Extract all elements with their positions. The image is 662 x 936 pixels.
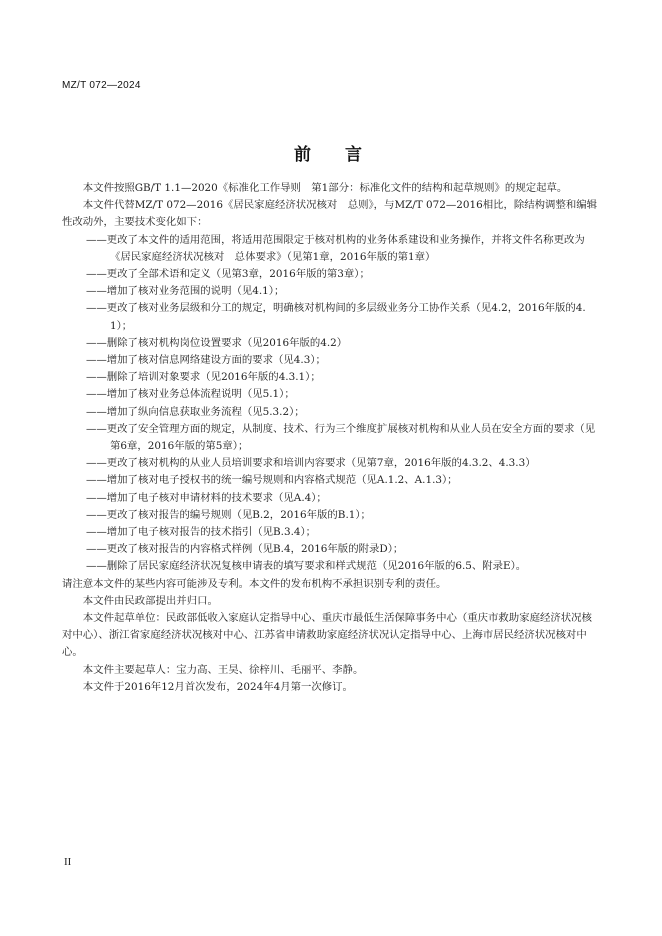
change-item: ——更改了核对机构的从业人员培训要求和培训内容要求（见第7章，2016年版的4.3.2、4.3.3） [86,457,536,470]
document-code: MZ/T 072—2024 [62,80,141,91]
paragraph-proposer: 本文件由民政部提出并归口。 [82,594,218,607]
change-item: ——更改了核对业务层级和分工的规定，明确核对机构间的多层级业务分工协作关系（见4.2，2016年版的4.1）； [86,302,586,332]
change-item: ——更改了核对报告的内容格式样例（见B.4，2016年版的附录D）； [86,543,404,556]
title-char-left: 前 [294,145,317,165]
change-item: ——增加了电子核对报告的技术指引（见B.3.4）； [86,526,317,539]
document-body [62,180,600,696]
title-char-right: 言 [345,145,368,165]
change-item: ——删除了居民家庭经济状况复核申请表的填写要求和样式规范（见2016年版的6.5、附录E）。 [86,560,527,573]
change-item: ——更改了核对报告的编号规则（见B.2，2016年版的B.1）； [86,508,371,521]
change-item: ——增加了纵向信息获取业务流程（见5.3.2）； [86,405,305,418]
page-title [0,140,662,165]
change-item: ——增加了核对业务总体流程说明（见5.1）； [86,388,295,401]
change-item: ——删除了核对机构岗位设置要求（见2016年版的4.2） [86,336,348,349]
paragraph-drafting-rule: 本文件按照GB/T 1.1—2020《标准化工作导则 第1部分：标准化文件的结构和起草规则》的规定起草。 [82,182,568,194]
paragraph-history: 本文件于2016年12月首次发布，2024年4月第一次修订。 [82,680,353,693]
paragraph-drafting-units: 本文件起草单位：民政部低收入家庭认定指导中心、重庆市最低生活保障事务中心（重庆市救助家庭经济状况核对中心）、浙江省家庭经济状况核对中心、江苏省申请救助家庭经济状况认定指导中心、上海市居民经济状况核对中心。 [62,612,592,659]
change-item: ——增加了核对电子授权书的统一编号规则和内容格式规范（见A.1.2、A.1.3）； [86,474,458,487]
change-item: ——删除了培训对象要求（见2016年版的4.3.1）； [86,371,321,384]
change-item: ——增加了核对业务范围的说明（见4.1）； [86,285,285,298]
change-item: ——增加了核对信息网络建设方面的要求（见4.3）； [86,354,326,367]
change-item: ——更改了安全管理方面的规定，从制度、技术、行为三个维度扩展核对机构和从业人员在安全方面的要求（见第6章，2016年版的第5章）； [86,422,596,453]
change-item: ——更改了全部术语和定义（见第3章，2016年版的第3章）； [86,268,370,281]
change-item: ——更改了本文件的适用范围，将适用范围限定于核对机构的业务体系建设和业务操作，并将文件名称更改为《居民家庭经济状况核对 总体要求》（见第1章，2016年版的第1章） [86,233,585,263]
paragraph-replacement: 本文件代替MZ/T 072—2016《居民家庭经济状况核对 总则》，与MZ/T 072—2016相比，除结构调整和编辑性改动外，主要技术变化如下： [62,199,598,229]
paragraph-drafters: 本文件主要起草人：宝力高、王昊、徐梓川、毛丽平、李静。 [82,663,364,676]
change-item: ——增加了电子核对申请材料的技术要求（见A.4）； [86,491,327,504]
patent-note: 请注意本文件的某些内容可能涉及专利。本文件的发布机构不承担识别专利的责任。 [62,577,447,590]
page-number: II [64,856,72,868]
